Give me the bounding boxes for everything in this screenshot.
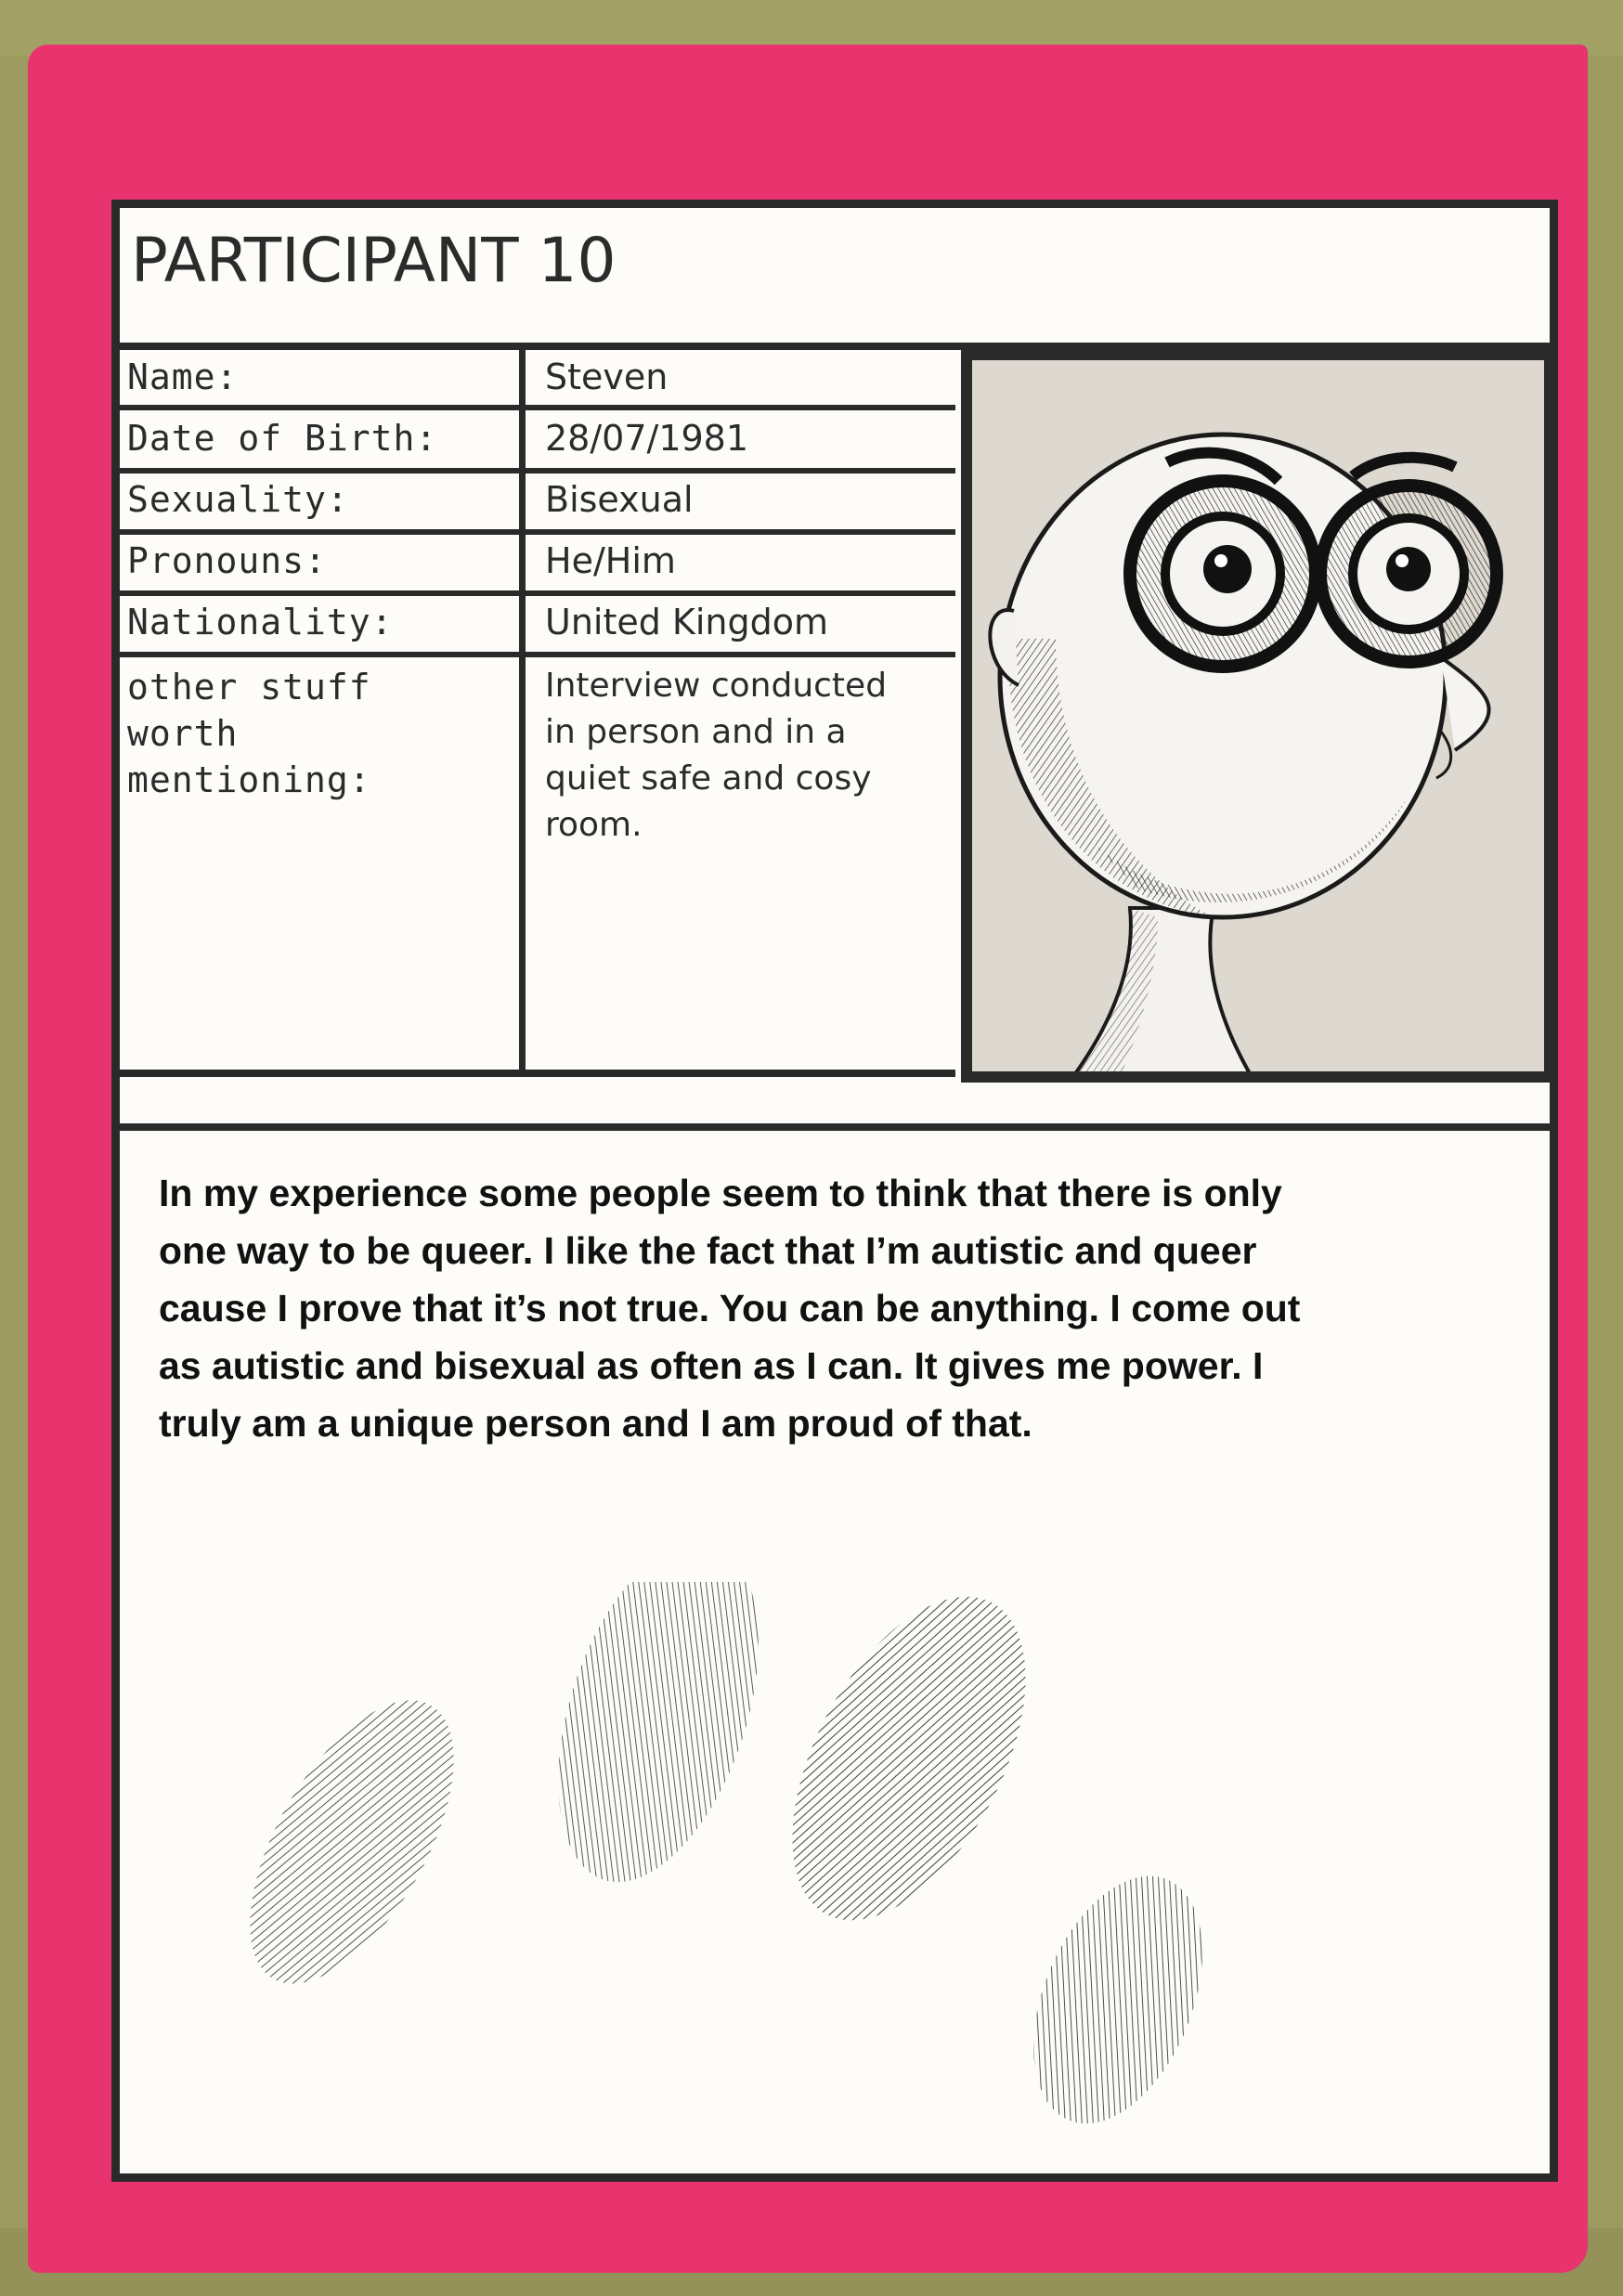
field-value-other-4: room. [545,806,643,844]
field-value-pronouns: He/Him [545,540,676,581]
quote-text [159,1164,1524,1452]
quote-line: one way to be queer. I like the fact that I’m autistic and queer [159,1229,1257,1272]
field-label-pronouns: Pronouns: [127,540,327,581]
quote-line: cause I prove that it’s not true. You can be anything. I come out [159,1287,1301,1330]
field-label-other-2: worth [127,713,239,754]
fingerprint-icon [520,1582,797,1907]
field-value-dob: 28/07/1981 [545,418,749,459]
portrait-frame [961,349,1555,1083]
field-label-other-3: mentioning: [127,759,371,800]
field-value-nationality: United Kingdom [545,602,829,642]
field-label-name: Name: [127,357,239,397]
field-value-other-2: in person and in a [545,713,847,751]
field-value-other-1: Interview conducted [545,667,888,705]
fingerprint-icon [209,1668,496,2016]
page-title: PARTICIPANT 10 [131,225,617,296]
quote-line: truly am a unique person and I am proud of that. [159,1402,1032,1445]
portrait-illustration [972,360,1544,1071]
participant-card [111,200,1558,2182]
field-label-nationality: Nationality: [127,602,394,642]
quote-line: as autistic and bisexual as often as I can. It gives me power. I [159,1344,1264,1387]
quote-line: In my experience some people seem to think that there is only [159,1172,1282,1214]
field-label-sexuality: Sexuality: [127,479,349,520]
fingerprint-icon [745,1582,1074,1958]
field-label-dob: Date of Birth: [127,418,438,459]
fingerprints [120,1582,1550,2186]
field-value-other-3: quiet safe and cosy [545,759,872,798]
field-label-other-1: other stuff [127,667,371,707]
field-value-sexuality: Bisexual [545,479,694,520]
field-value-name: Steven [545,357,669,397]
fingerprint-icon [1000,1851,1235,2148]
